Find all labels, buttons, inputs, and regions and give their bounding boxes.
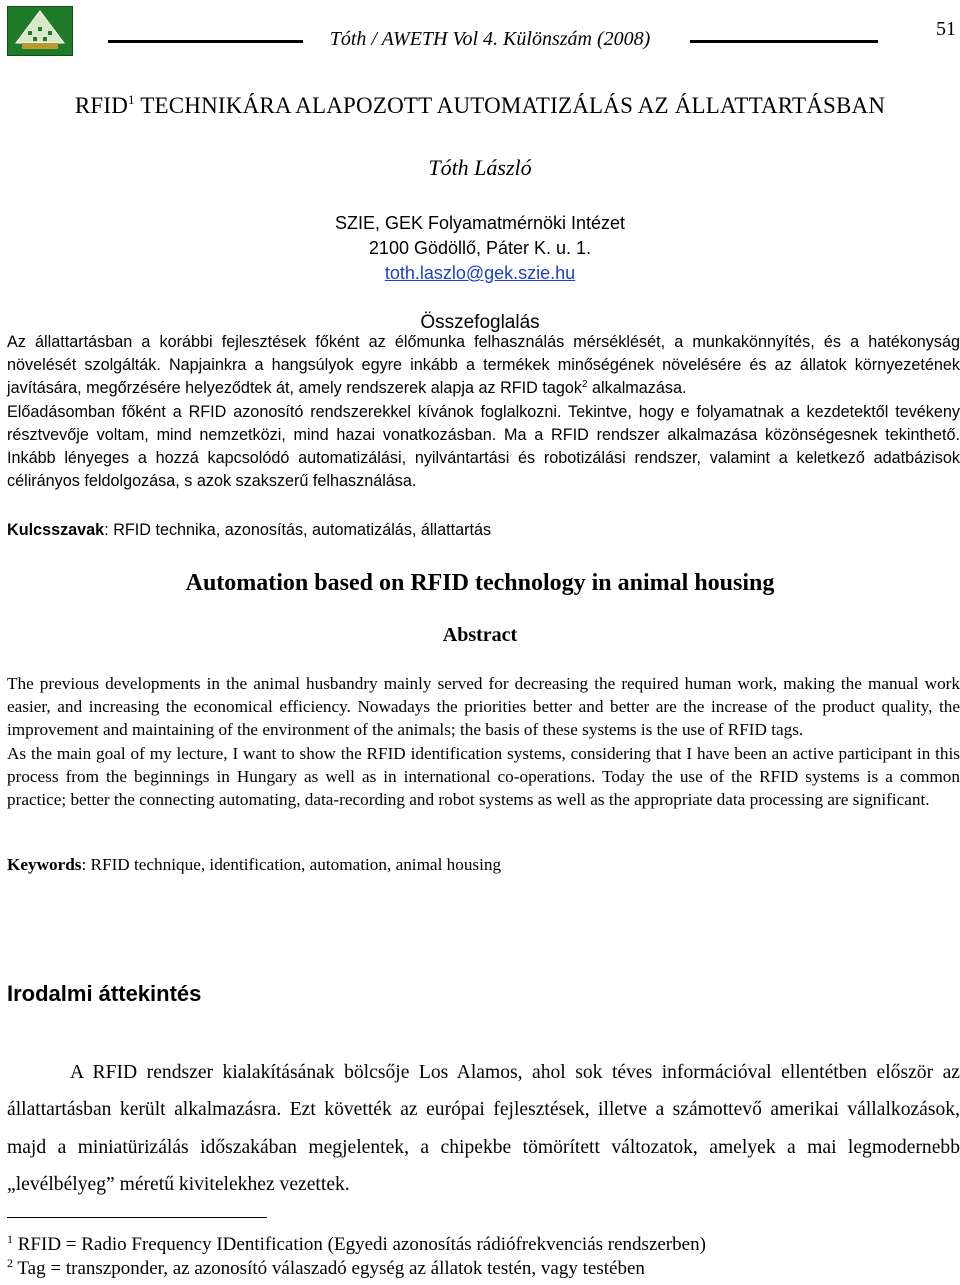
title-rest: TECHNIKÁRA ALAPOZOTT AUTOMATIZÁLÁS AZ ÁLLATTARTÁSBAN — [134, 93, 886, 118]
hu-p1-text: Az állattartásban a korábbi fejlesztések főként az élőmunka felhasználás mérséklését, a munkakönnyítés, és a hatékonyság növelését szolgálták. Napjainkra a hangsúlyok egyre inkább a termékek minőségének növelésére és az állatok környezetének javítására, megőrzésére helyeződtek át, amely rendszerek alapja az RFID tagok — [7, 333, 960, 398]
footnote-2-text: Tag = transzponder, az azonosító válaszadó egység az állatok testén, vagy testében — [13, 1258, 645, 1279]
hungarian-abstract — [7, 331, 960, 493]
en-paragraph-1: The previous developments in the animal husbandry mainly served for decreasing the required human work, making the manual work easier, and increasing the economical efficiency. Nowadays the priorities better and better are the increase of the product quality, the improvement and maintaining of the environment of the animals; the basis of these systems is the use of RFID tags. — [7, 674, 960, 740]
footnote-ref-1[interactable]: 1 — [128, 92, 135, 107]
english-keywords — [7, 855, 960, 875]
page-number: 51 — [936, 18, 956, 40]
footnote-2 — [7, 1252, 645, 1280]
paper-title — [0, 92, 960, 119]
en-keywords-text: : RFID technique, identification, automation, animal housing — [81, 855, 502, 874]
hungarian-keywords — [7, 521, 960, 540]
english-abstract-heading: Abstract — [442, 624, 518, 646]
affiliation-email-line — [0, 261, 960, 285]
affiliation-institute: SZIE, GEK Folyamatmérnöki Intézet — [334, 213, 626, 233]
affiliation-address: 2100 Gödöllő, Páter K. u. 1. — [368, 238, 592, 258]
hungarian-abstract-heading: Összefoglalás — [420, 312, 540, 333]
en-paragraph-2: As the main goal of my lecture, I want to show the RFID identification systems, considering that I have been an active participant in this process from the beginnings in Hungary as well as in international co-operations. Today the use of the RFID systems is a common practice; better the connecting automating, data-recording and robot systems as well as the appropriate data processing are significant. — [7, 743, 960, 810]
header-rule-right — [690, 40, 878, 43]
literature-body — [7, 1054, 960, 1203]
literature-heading: Irodalmi áttekintés — [7, 981, 202, 1006]
english-abstract — [7, 672, 960, 811]
hu-p1-end: alkalmazása. — [587, 379, 687, 398]
hu-paragraph-2: Előadásomban főként a RFID azonosító rendszerekkel kívánok foglalkozni. Tekintve, hogy e folyamatnak a kezdetektől tevékeny résztvevője voltam, mind nemzetközi, mind hazai vonatkozásban. Ma a RFID rendszer alkalmazása közönségesnek tekinthető. Inkább lényeges a hozzá kapcsolódó automatizálási, nyilvántartási és robotizálási rendszer, valamint a keletkező adatbázisok célirányos feldolgozása, s azok szakszerű felhasználása. — [7, 402, 960, 491]
header-rule-left — [108, 40, 303, 43]
author-name: Tóth László — [428, 155, 532, 180]
footnote-1-num: 1 — [7, 1232, 13, 1246]
en-keywords-label: Keywords — [7, 855, 82, 874]
literature-paragraph: A RFID rendszer kialakításának bölcsője Los Alamos, ahol sok téves információval ellentétben először az állattartásban került alkalmazásra. Ezt követték az európai fejlesztések, illetve a számottevő amerikai vállalkozások, majd a miniatürizálás időszakában megjelentek, a chipekbe tömörített változatok, amelyek a mai legmodernebb „levélbélyeg” méretű kivitelekhez vezettek. — [7, 1062, 960, 1195]
footnote-ref-2[interactable]: 2 — [581, 379, 588, 391]
hu-paragraph-1 — [7, 331, 960, 401]
footnote-1-text: RFID = Radio Frequency IDentification (Egyedi azonosítás rádiófrekvenciás rendszerben) — [13, 1234, 706, 1255]
hu-keywords-label: Kulcsszavak — [7, 521, 105, 539]
journal-logo-icon — [7, 6, 73, 56]
hu-keywords-text: : RFID technika, azonosítás, automatizálás, állattartás — [104, 521, 492, 539]
footnote-2-num: 2 — [7, 1256, 13, 1270]
footnote-rule — [7, 1217, 267, 1218]
english-title: Automation based on RFID technology in animal housing — [185, 570, 775, 596]
journal-header: Tóth / AWETH Vol 4. Különszám (2008) — [329, 28, 651, 50]
title-rfid: RFID — [74, 93, 129, 118]
email-link[interactable]: toth.laszlo@gek.szie.hu — [384, 263, 576, 283]
